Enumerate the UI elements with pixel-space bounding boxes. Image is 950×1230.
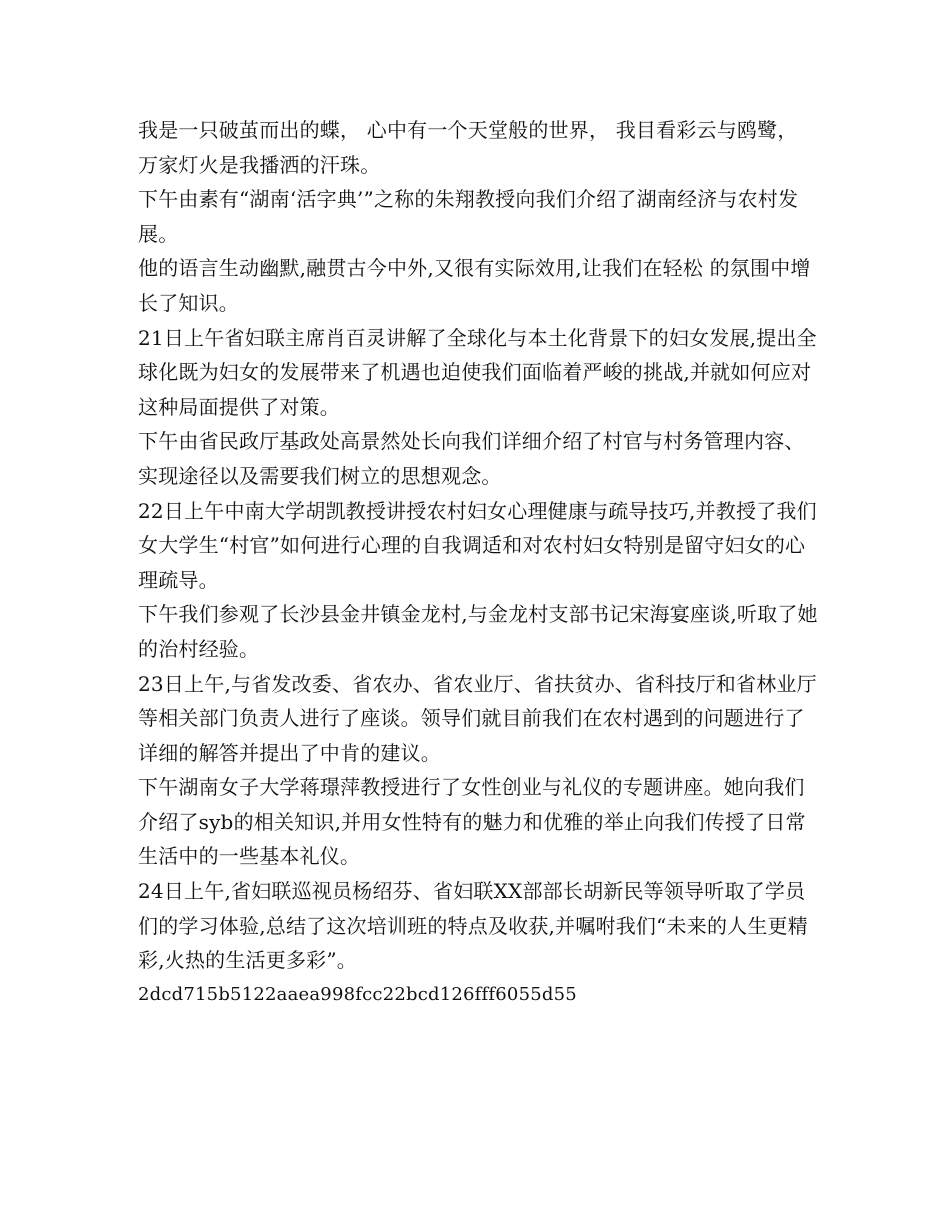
paragraph-day24-morning: 24日上午,省妇联巡视员杨绍芬、省妇联XX部部长胡新民等领导听取了学员们的学习体验,总结了这次培训班的特点及收获,并嘱咐我们“未来的人生更精彩,火热的生活更多彩”。 bbox=[138, 879, 808, 973]
paragraph-day23-afternoon: 下午湖南女子大学蒋璟萍教授进行了女性创业与礼仪的专题讲座。她向我们介绍了syb的相关知识,并用女性特有的魅力和优雅的举止向我们传授了日常生活中的一些基本礼仪。 bbox=[138, 775, 806, 869]
paragraph-day23-morning: 23日上午,与省发改委、省农办、省农业厅、省扶贫办、省科技厅和省林业厅等相关部门负责人进行了座谈。领导们就目前我们在农村遇到的问题进行了详细的解答并提出了中肯的建议。 bbox=[138, 671, 817, 765]
paragraph-day22-afternoon: 下午我们参观了长沙县金井镇金龙村,与金龙村支部书记宋海宴座谈,听取了她的治村经验。 bbox=[138, 602, 818, 661]
document-hash: 2dcd715b5122aaea998fcc22bcd126fff6055d55 bbox=[138, 983, 577, 1005]
paragraph-day21-morning: 21日上午省妇联主席肖百灵讲解了全球化与本土化背景下的妇女发展,提出全球化既为妇女的发展带来了机遇也迫使我们面临着严峻的挑战,并就如何应对这种局面提供了对策。 bbox=[138, 325, 817, 419]
paragraph-day21-afternoon: 下午由省民政厅基政处高景然处长向我们详细介绍了村官与村务管理内容、实现途径以及需要我们树立的思想观念。 bbox=[138, 429, 805, 488]
paragraph-lecture-style: 他的语言生动幽默,融贯古今中外,又很有实际效用,让我们在轻松 的氛围中增长了知识。 bbox=[138, 256, 811, 315]
paragraph-day22-morning: 22日上午中南大学胡凯教授讲授农村妇女心理健康与疏导技巧,并教授了我们女大学生“村官”如何进行心理的自我调适和对农村妇女特别是留守妇女的心理疏导。 bbox=[138, 498, 817, 592]
document-body bbox=[138, 113, 818, 1012]
paragraph-zhu-xiang-lecture: 下午由素有“湖南‘活字典’”之称的朱翔教授向我们介绍了湖南经济与农村发展。 bbox=[138, 187, 799, 246]
paragraph-intro-poem: 我是一只破茧而出的蝶， 心中有一个天堂般的世界， 我目看彩云与鸥鹭， 万家灯火是我播洒的汗珠。 bbox=[138, 118, 798, 177]
